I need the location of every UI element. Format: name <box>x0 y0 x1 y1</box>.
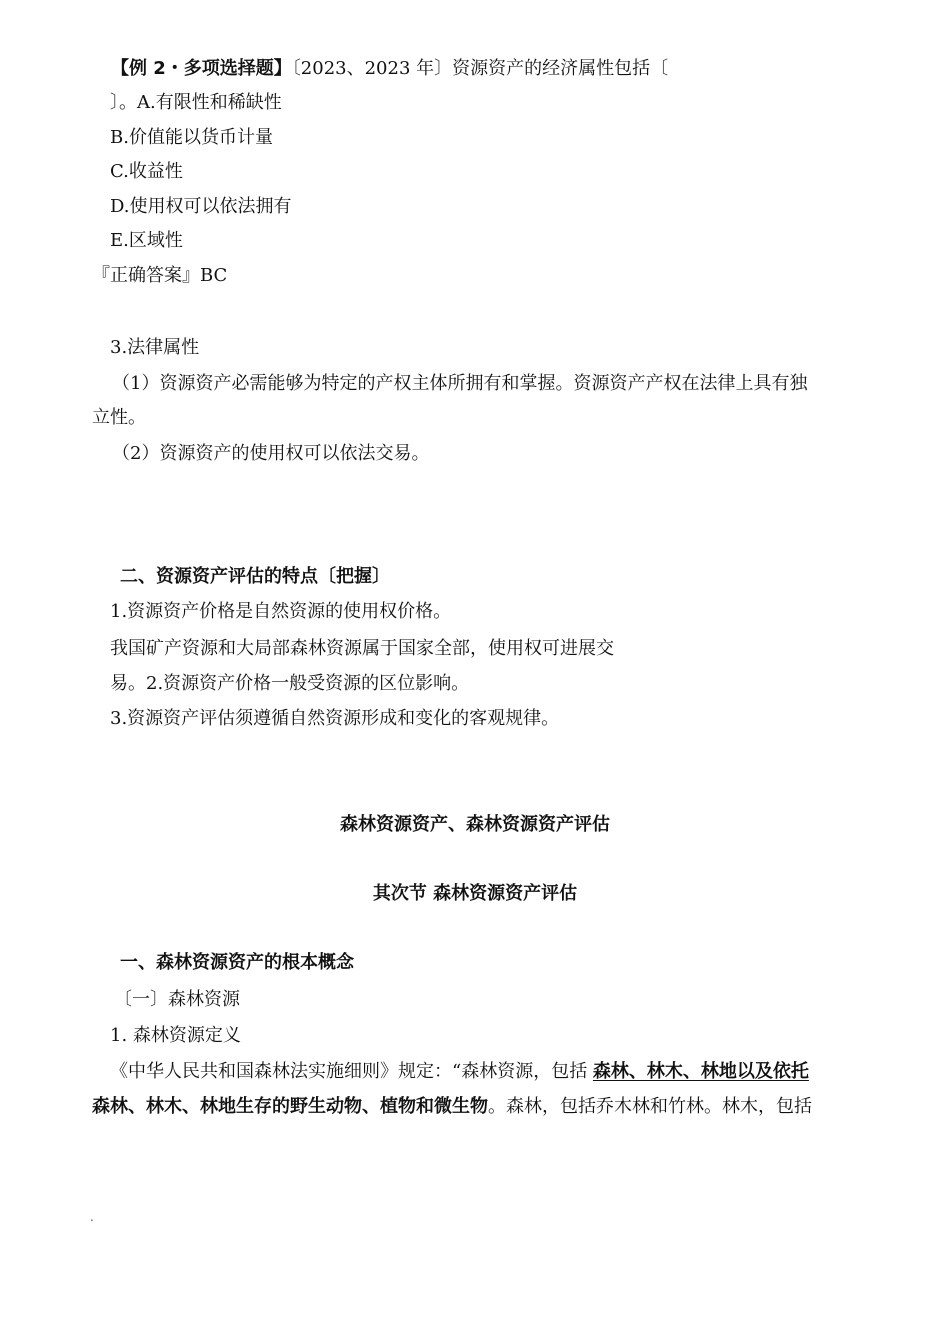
example-question-cont: 〕。A.有限性和稀缺性 <box>110 92 282 113</box>
definition-highlight: 森林、林木、林地以及依托 <box>592 1061 809 1082</box>
definition-rest: 。森林，包括乔木林和竹林。林木，包括 <box>488 1096 812 1117</box>
concepts-item: 1. 森林资源定义 <box>110 1025 241 1046</box>
features-line-1: 1.资源资产价格是自然资源的使用权价格。 <box>110 601 452 622</box>
legal-heading: 3.法律属性 <box>110 337 200 358</box>
correct-answer: 『正确答案』BC <box>92 265 228 286</box>
option-e: E.区域性 <box>110 230 183 251</box>
option-c: C.收益性 <box>110 161 183 182</box>
option-b: B.价值能以货币计量 <box>110 127 273 148</box>
example-question-text: 〔2023、2023 年〕资源资产的经济属性包括〔 <box>291 58 669 79</box>
option-d: D.使用权可以依法拥有 <box>110 196 292 217</box>
features-line-4: 3.资源资产评估须遵循自然资源形成和变化的客观规律。 <box>110 708 560 729</box>
section-title: 其次节 森林资源资产评估 <box>372 883 578 904</box>
chapter-title: 森林资源资产、森林资源资产评估 <box>340 814 610 835</box>
legal-para-2: （2）资源资产的使用权可以依法交易。 <box>112 443 430 464</box>
features-line-2: 我国矿产资源和大局部森林资源属于国家全部，使用权可进展交 <box>110 638 614 659</box>
legal-para-1: （1）资源资产必需能够为特定的产权主体所拥有和掌握。资源资产产权在法律上具有独 <box>112 373 808 394</box>
features-line-3: 易。2.资源资产价格一般受资源的区位影响。 <box>110 673 470 694</box>
features-heading: 二、资源资产评估的特点〔把握〕 <box>120 566 390 587</box>
footer-mark: . <box>90 1210 94 1224</box>
example-tag: 【例 2・多项选择题】 <box>111 58 292 79</box>
concepts-heading: 一、森林资源资产的根本概念 <box>120 952 354 973</box>
definition-bold: 森林、林木、林地生存的野生动物、植物和微生物 <box>92 1096 488 1117</box>
concepts-subheading: 〔一〕森林资源 <box>114 989 240 1010</box>
legal-para-1-cont: 立性。 <box>92 407 146 428</box>
definition-start: 《中华人民共和国森林法实施细则》规定：“森林资源，包括 <box>110 1061 593 1082</box>
